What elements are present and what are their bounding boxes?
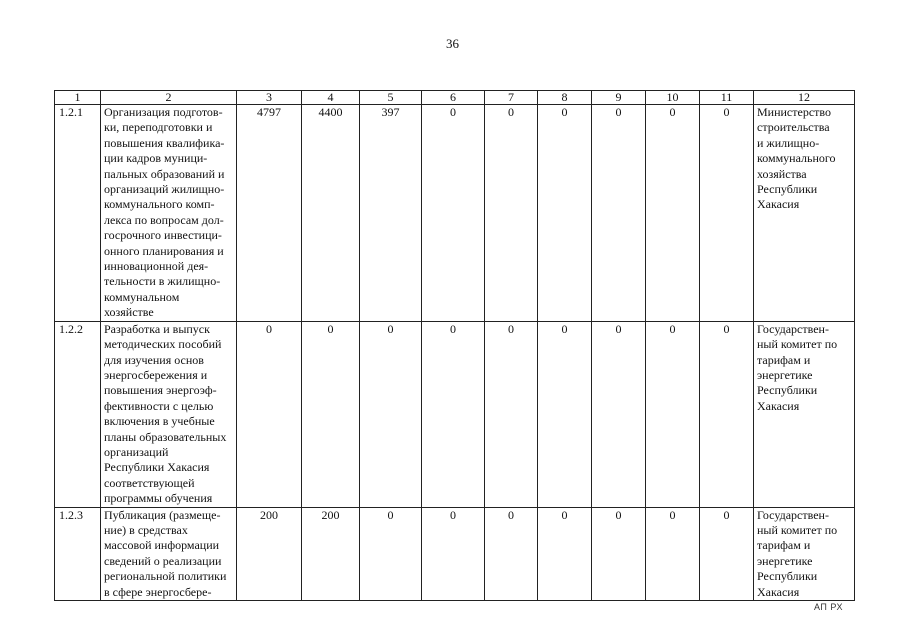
responsible-body: [754, 507, 855, 600]
text-line: энергосбережения и: [104, 367, 208, 382]
value-cell: 0: [592, 507, 646, 600]
column-header: 4: [302, 91, 360, 105]
text-line: повышения квалифика-: [104, 135, 225, 150]
text-line: ции кадров муници-: [104, 151, 208, 166]
value-cell: 0: [360, 321, 422, 507]
value-cell: 200: [302, 507, 360, 600]
text-line: коммунальном: [104, 289, 180, 304]
text-line: Государствен-: [757, 507, 829, 522]
value-cell: 0: [538, 105, 592, 322]
measure-name: [101, 321, 237, 507]
value-cell: 200: [237, 507, 302, 600]
value-cell: 0: [538, 507, 592, 600]
column-header: 9: [592, 91, 646, 105]
value-cell: 0: [592, 321, 646, 507]
value-cell: 4797: [237, 105, 302, 322]
value-cell: 0: [700, 507, 754, 600]
text-line: в сфере энергосбере-: [104, 584, 212, 599]
value-cell: 0: [302, 321, 360, 507]
text-line: Разработка и выпуск: [104, 321, 210, 336]
text-line: ние) в средствах: [104, 522, 188, 537]
text-line: Государствен-: [757, 321, 829, 336]
text-line: хозяйстве: [104, 305, 154, 320]
value-cell: 0: [422, 105, 485, 322]
text-line: планы образовательных: [104, 429, 227, 444]
text-line: и жилищно-: [757, 135, 820, 150]
responsible-body: [754, 321, 855, 507]
text-line: лекса по вопросам дол-: [104, 212, 224, 227]
text-line: Организация подготов-: [104, 105, 223, 119]
column-header: 11: [700, 91, 754, 105]
text-line: Республики Хакасия: [104, 460, 210, 475]
value-cell: 0: [485, 105, 538, 322]
text-line: массовой информации: [104, 538, 220, 553]
text-line: Республики: [757, 182, 818, 197]
text-line: онного планирования и: [104, 243, 224, 258]
value-cell: 0: [592, 105, 646, 322]
row-number: 1.2.2: [55, 321, 101, 507]
text-line: хозяйства: [757, 166, 807, 181]
table-header-row: [55, 91, 855, 105]
measure-name: [101, 105, 237, 322]
text-line: строительства: [757, 120, 830, 135]
measure-name: [101, 507, 237, 600]
value-cell: 0: [646, 105, 700, 322]
text-line: сведений о реализации: [104, 553, 222, 568]
value-cell: 0: [485, 507, 538, 600]
value-cell: 0: [360, 507, 422, 600]
text-line: ный комитет по: [757, 522, 838, 537]
text-line: для изучения основ: [104, 352, 204, 367]
text-line: методических пособий: [104, 337, 222, 352]
table-row: [55, 105, 855, 322]
text-line: Министерство: [757, 105, 831, 119]
value-cell: 0: [422, 507, 485, 600]
column-header: 12: [754, 91, 855, 105]
text-line: коммунального: [757, 151, 836, 166]
value-cell: 397: [360, 105, 422, 322]
text-line: региональной политики: [104, 569, 227, 584]
text-line: Хакасия: [757, 197, 800, 212]
value-cell: 0: [700, 105, 754, 322]
text-line: пальных образований и: [104, 166, 225, 181]
page-number: 36: [446, 36, 459, 51]
value-cell: 0: [700, 321, 754, 507]
row-number: 1.2.3: [55, 507, 101, 600]
text-line: Хакасия: [757, 584, 800, 599]
column-header: 8: [538, 91, 592, 105]
text-line: коммунального комп-: [104, 197, 215, 212]
value-cell: 0: [646, 321, 700, 507]
text-line: тарифам и: [757, 352, 811, 367]
column-header: 6: [422, 91, 485, 105]
text-line: тельности в жилищно-: [104, 274, 221, 289]
text-line: Республики: [757, 569, 818, 584]
text-line: Публикация (размеще-: [104, 507, 221, 522]
value-cell: 4400: [302, 105, 360, 322]
text-line: включения в учебные: [104, 414, 215, 429]
text-line: ки, переподготовки и: [104, 120, 213, 135]
column-header: 2: [101, 91, 237, 105]
value-cell: 0: [538, 321, 592, 507]
archive-stamp: АП РХ: [814, 602, 843, 612]
text-line: повышения энергоэф-: [104, 383, 217, 398]
text-line: фективности с целью: [104, 398, 214, 413]
text-line: организаций: [104, 444, 169, 459]
text-line: Хакасия: [757, 398, 800, 413]
table-row: [55, 507, 855, 600]
text-line: энергетике: [757, 367, 813, 382]
text-line: соответствующей: [104, 475, 195, 490]
column-header: 3: [237, 91, 302, 105]
text-line: организаций жилищно-: [104, 182, 225, 197]
column-header: 7: [485, 91, 538, 105]
table-row: [55, 321, 855, 507]
text-line: инновационной дея-: [104, 259, 209, 274]
column-header: 10: [646, 91, 700, 105]
value-cell: 0: [237, 321, 302, 507]
column-header: 1: [55, 91, 101, 105]
column-header: 5: [360, 91, 422, 105]
text-line: Республики: [757, 383, 818, 398]
value-cell: 0: [422, 321, 485, 507]
value-cell: 0: [646, 507, 700, 600]
value-cell: 0: [485, 321, 538, 507]
text-line: ный комитет по: [757, 337, 838, 352]
text-line: госрочного инвестици-: [104, 228, 222, 243]
text-line: программы обучения: [104, 491, 213, 506]
text-line: тарифам и: [757, 538, 811, 553]
text-line: энергетике: [757, 553, 813, 568]
row-number: 1.2.1: [55, 105, 101, 322]
responsible-body: [754, 105, 855, 322]
program-table: [54, 90, 855, 601]
